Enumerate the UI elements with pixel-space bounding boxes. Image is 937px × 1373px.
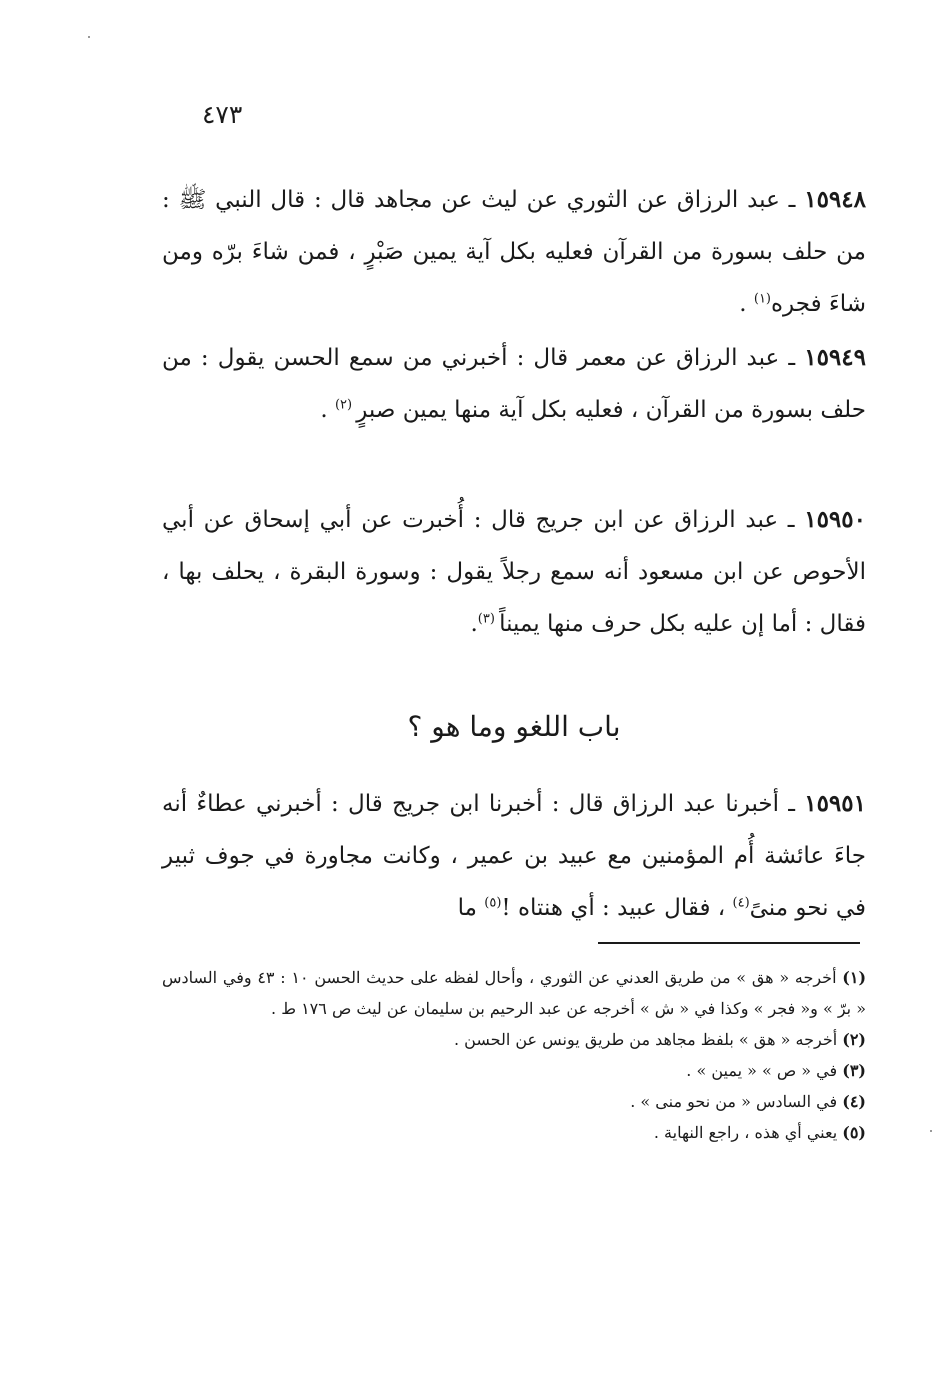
hadith-ending: . — [320, 397, 335, 423]
footnote-text: في « ص » « يمين » . — [686, 1061, 843, 1080]
hadith-number: ١٥٩٥٠ — [804, 506, 866, 533]
footnote-text: يعني أي هذه ، راجع النهاية . — [653, 1123, 843, 1142]
hadith-number: ١٥٩٤٩ — [804, 344, 866, 371]
hadith-ending: . — [739, 291, 754, 317]
footnote-5 — [162, 1117, 866, 1148]
chapter-title: باب اللغو وما هو ؟ — [407, 710, 621, 743]
footnote-number: (٣) — [842, 1061, 866, 1080]
hadith-15950 — [162, 494, 866, 650]
footnote-3 — [162, 1055, 866, 1086]
hadith-text: ما — [457, 895, 485, 921]
scan-speck — [930, 1130, 932, 1132]
footnote-1 — [162, 962, 866, 1024]
page-number: ٤٧٣ — [202, 100, 243, 129]
hadith-15951 — [162, 778, 866, 934]
footnote-text: أخرجه « هق » بلفظ مجاهد من طريق يونس عن الحسن . — [453, 1030, 843, 1049]
scan-speck — [88, 36, 90, 38]
footnote-divider — [598, 942, 860, 944]
hadith-ending: . — [470, 611, 478, 637]
footnote-number: (١) — [842, 968, 867, 987]
footnote-number: (٥) — [842, 1123, 866, 1142]
hadith-text: ـ أخبرنا عبد الرزاق قال : أخبرنا ابن جريج قال : أخبرني عطاءٌ أنه جاءَ عائشة أُم المؤمنين مع عبيد بن عمير ، وكانت مجاورة في جوف ثبير في نحو منىً — [162, 791, 866, 921]
footnote-text: أخرجه « هق » من طريق العدني عن الثوري ، وأحال لفظه على حديث الحسن ١٠ : ٤٣ وفي السادس « برّ » و« فجر » وكذا في « ش » أخرجه عن عبد الرحيم بن سليمان عن ليث ص ١٧٦ ط . — [162, 968, 866, 1018]
hadith-text: ، فقال عبيد : أي هنتاه ! — [501, 895, 733, 921]
page — [150, 0, 868, 1373]
footnote-ref: (١) — [753, 291, 771, 307]
hadith-15949 — [162, 332, 866, 436]
hadith-text: ـ عبد الرزاق عن الثوري عن ليث عن مجاهد قال : قال النبي ﷺ : من حلف بسورة من القرآن فعليه بكل آية يمين صَبْرٍ ، فمن شاءَ برّه ومن شاءَ فجره — [162, 187, 866, 317]
hadith-number: ١٥٩٥١ — [804, 790, 866, 817]
footnote-ref: (٤) — [732, 895, 750, 911]
footnote-number: (٢) — [842, 1030, 866, 1049]
hadith-text: ـ عبد الرزاق عن معمر قال : أخبرني من سمع الحسن يقول : من حلف بسورة من القرآن ، فعليه بكل آية منها يمين صبرٍ — [162, 345, 866, 423]
footnote-ref: (٣) — [477, 611, 500, 627]
footnote-number: (٤) — [842, 1092, 866, 1111]
footnote-text: في السادس « من نحو منى » . — [630, 1092, 843, 1111]
footnote-ref: (٢) — [334, 397, 357, 413]
footnotes — [162, 962, 866, 1148]
footnote-4 — [162, 1086, 866, 1117]
footnote-ref: (٥) — [484, 895, 502, 911]
hadith-text: ـ عبد الرزاق عن ابن جريج قال : أُخبرت عن أبي إسحاق عن أبي الأحوص عن ابن مسعود أنه سمع رجلاً يقول : وسورة البقرة ، يحلف بها ، فقال : أما إن عليه بكل حرف منها يميناً — [162, 507, 866, 637]
hadith-15948 — [162, 174, 866, 330]
footnote-2 — [162, 1024, 866, 1055]
hadith-number: ١٥٩٤٨ — [804, 186, 866, 213]
